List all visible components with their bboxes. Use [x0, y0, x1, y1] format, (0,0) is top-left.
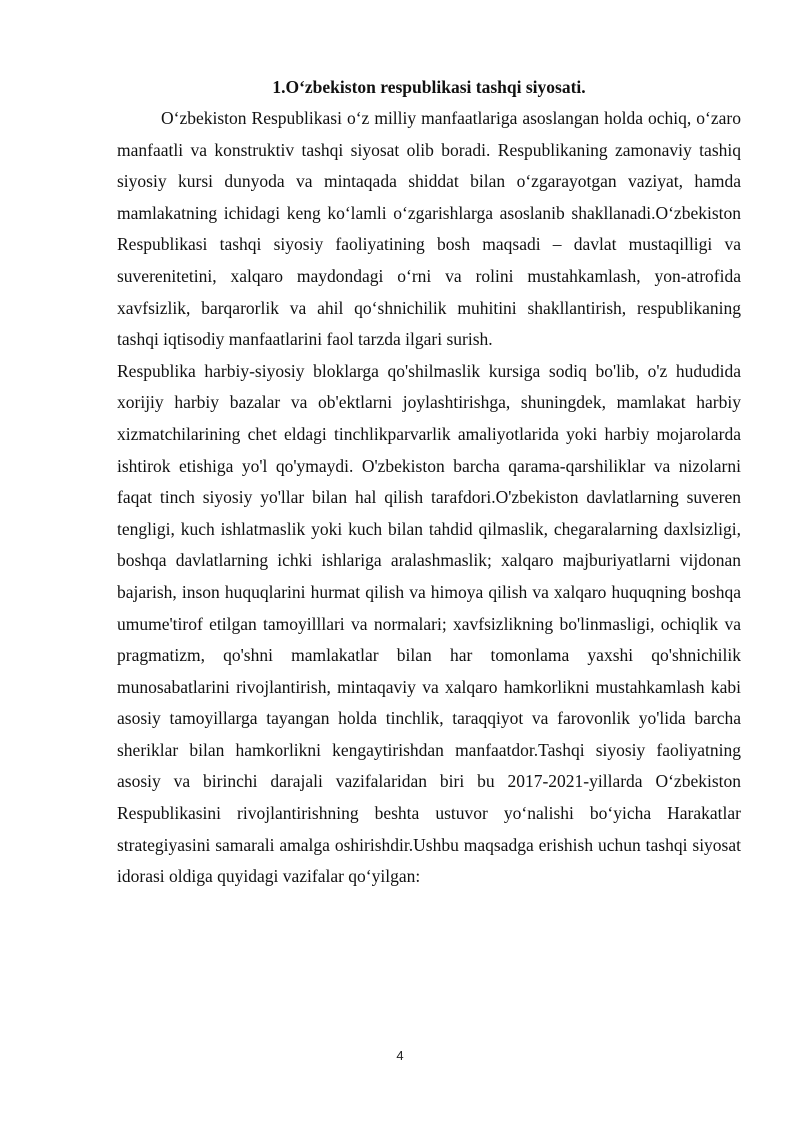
document-page — [117, 72, 741, 893]
paragraph-intro: O‘zbekiston Respublikasi o‘z milliy manfaatlariga asoslangan holda ochiq, o‘zaro manfaatli va konstruktiv tashqi siyosat olib boradi. Respublikaning zamonaviy tashiq siyosiy kursi dunyoda va mintaqada shiddat bilan o‘zgarayotgan vaziyat, hamda mamlakatning ichidagi keng ko‘lamli o‘zgarishlarga asoslanib shakllanadi.O‘zbekiston Respublikasi tashqi siyosiy faoliyatining bosh maqsadi – davlat mustaqilligi va suverenitetini, xalqaro maydondagi o‘rni va rolini mustahkamlash, yon-atrofida xavfsizlik, barqarorlik va ahil qo‘shnichilik muhitini shakllantirish, respublikaning tashqi iqtisodiy manfaatlarini faol tarzda ilgari surish. — [117, 108, 741, 350]
page-number: 4 — [396, 1048, 404, 1063]
paragraph-policy-principles: Respublika harbiy-siyosiy bloklarga qo'shilmaslik kursiga sodiq bo'lib, o'z hududida xorijiy harbiy bazalar va ob'ektlarni joylashtirishga, shuningdek, mamlakat harbiy xizmatchilarining chet eldagi tinchlikparvarlik amaliyotlarida yoki harbiy mojarolarda ishtirok etishiga yo'l qo'ymaydi. O'zbekiston barcha qarama-qarshiliklar va nizolarni faqat tinch siyosiy yo'llar bilan hal qilish tarafdori.O'zbekiston davlatlarning suveren tengligi, kuch ishlatmaslik yoki kuch bilan tahdid qilmaslik, chegaralarning daxlsizligi, boshqa davlatlarning ichki ishlariga aralashmaslik; xalqaro majburiyatlarni vijdonan bajarish, inson huquqlarini hurmat qilish va himoya qilish va xalqaro huquqning boshqa umume'tirof etilgan tamoyilllari va normalari; xavfsizlikning bo'linmasligi, ochiqlik va pragmatizm, qo'shni mamlakatlar bilan har tomonlama yaxshi qo'shnichilik munosabatlarini rivojlantirish, mintaqaviy va xalqaro hamkorlikni mustahkamlash kabi asosiy tamoyillarga tayangan holda tinchlik, taraqqiyot va farovonlik yo'lida barcha sheriklar bilan hamkorlikni kengaytirishdan manfaatdor.Tashqi siyosiy faoliyatning asosiy va birinchi darajali vazifalaridan biri bu 2017-2021-yillarda O‘zbekiston Respublikasini rivojlantirishning beshta ustuvor yo‘nalishi bo‘yicha Harakatlar strategiyasini samarali amalga oshirishdir.Ushbu maqsadga erishish uchun tashqi siyosat idorasi oldiga quyidagi vazifalar qo‘yilgan: — [117, 360, 741, 887]
page-title: 1.O‘zbekiston respublikasi tashqi siyosati. — [272, 77, 586, 97]
